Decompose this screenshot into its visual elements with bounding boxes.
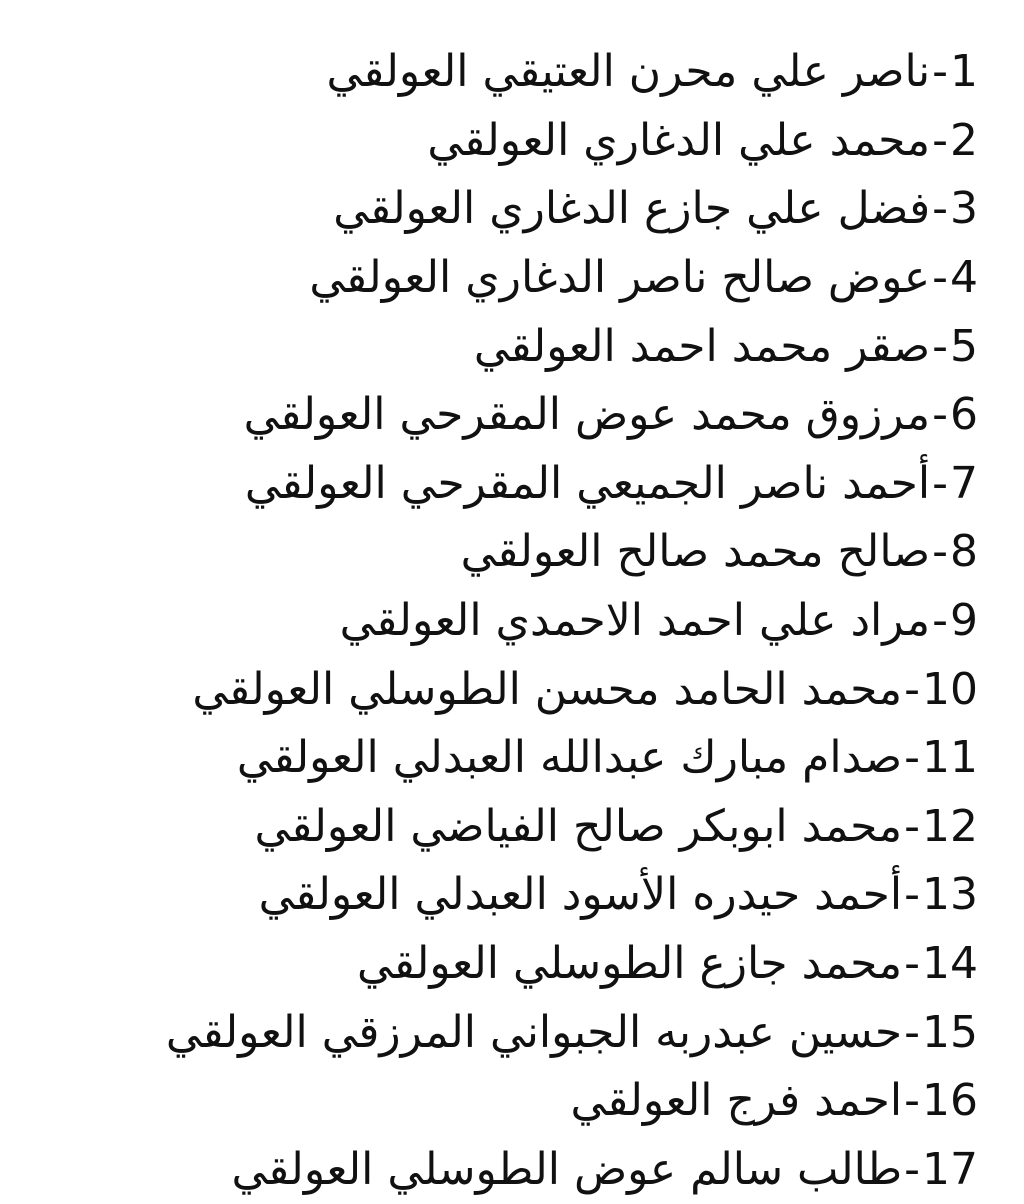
item-separator: - bbox=[932, 256, 948, 300]
item-name: مراد علي احمد الاحمدي العولقي bbox=[340, 599, 930, 643]
list-item bbox=[38, 518, 978, 587]
item-name: حسين عبدربه الجبواني المرزقي العولقي bbox=[166, 1011, 902, 1055]
item-number: 1 bbox=[950, 50, 978, 94]
item-number: 7 bbox=[950, 462, 978, 506]
item-separator: - bbox=[904, 1148, 920, 1192]
item-separator: - bbox=[932, 187, 948, 231]
list-item bbox=[38, 312, 978, 381]
list-item bbox=[38, 244, 978, 313]
item-name: ناصر علي محرن العتيقي العولقي bbox=[327, 50, 931, 94]
item-name: صقر محمد احمد العولقي bbox=[474, 325, 930, 369]
item-separator: - bbox=[904, 873, 920, 917]
item-separator: - bbox=[904, 1011, 920, 1055]
item-number: 8 bbox=[950, 530, 978, 574]
item-number: 11 bbox=[922, 736, 978, 780]
item-number: 4 bbox=[950, 256, 978, 300]
item-number: 2 bbox=[950, 119, 978, 163]
list-item bbox=[38, 1136, 978, 1204]
item-separator: - bbox=[904, 942, 920, 986]
item-number: 15 bbox=[922, 1011, 978, 1055]
list-item bbox=[38, 38, 978, 107]
list-item bbox=[38, 175, 978, 244]
item-separator: - bbox=[932, 325, 948, 369]
item-name: عوض صالح ناصر الدغاري العولقي bbox=[309, 256, 930, 300]
item-separator: - bbox=[932, 393, 948, 437]
item-number: 3 bbox=[950, 187, 978, 231]
item-name: احمد فرج العولقي bbox=[571, 1079, 903, 1123]
item-name: محمد جازع الطوسلي العولقي bbox=[357, 942, 902, 986]
item-separator: - bbox=[932, 462, 948, 506]
item-name: محمد علي الدغاري العولقي bbox=[427, 119, 930, 163]
item-separator: - bbox=[932, 530, 948, 574]
names-document bbox=[38, 38, 978, 1204]
list-item bbox=[38, 793, 978, 862]
list-item bbox=[38, 655, 978, 724]
item-separator: - bbox=[904, 805, 920, 849]
item-number: 5 bbox=[950, 325, 978, 369]
item-number: 17 bbox=[922, 1148, 978, 1192]
item-separator: - bbox=[904, 736, 920, 780]
item-number: 9 bbox=[950, 599, 978, 643]
list-item bbox=[38, 107, 978, 176]
item-number: 14 bbox=[922, 942, 978, 986]
list-item bbox=[38, 998, 978, 1067]
list-item bbox=[38, 587, 978, 656]
item-number: 6 bbox=[950, 393, 978, 437]
list-item bbox=[38, 1067, 978, 1136]
list-item bbox=[38, 930, 978, 999]
item-number: 10 bbox=[922, 668, 978, 712]
item-name: محمد الحامد محسن الطوسلي العولقي bbox=[192, 668, 902, 712]
item-name: صدام مبارك عبدالله العبدلي العولقي bbox=[237, 736, 902, 780]
item-separator: - bbox=[932, 599, 948, 643]
item-separator: - bbox=[932, 50, 948, 94]
item-name: فضل علي جازع الدغاري العولقي bbox=[333, 187, 930, 231]
names-list bbox=[38, 38, 978, 1204]
list-item bbox=[38, 724, 978, 793]
list-item bbox=[38, 861, 978, 930]
item-name: أحمد حيدره الأسود العبدلي العولقي bbox=[259, 873, 903, 917]
item-name: محمد ابوبكر صالح الفياضي العولقي bbox=[255, 805, 903, 849]
item-name: مرزوق محمد عوض المقرحي العولقي bbox=[244, 393, 931, 437]
item-separator: - bbox=[904, 1079, 920, 1123]
item-number: 13 bbox=[922, 873, 978, 917]
item-number: 16 bbox=[922, 1079, 978, 1123]
item-separator: - bbox=[904, 668, 920, 712]
item-number: 12 bbox=[922, 805, 978, 849]
item-separator: - bbox=[932, 119, 948, 163]
item-name: صالح محمد صالح العولقي bbox=[461, 530, 931, 574]
list-item bbox=[38, 450, 978, 519]
item-name: أحمد ناصر الجميعي المقرحي العولقي bbox=[245, 462, 930, 506]
item-name: طالب سالم عوض الطوسلي العولقي bbox=[231, 1148, 902, 1192]
list-item bbox=[38, 381, 978, 450]
